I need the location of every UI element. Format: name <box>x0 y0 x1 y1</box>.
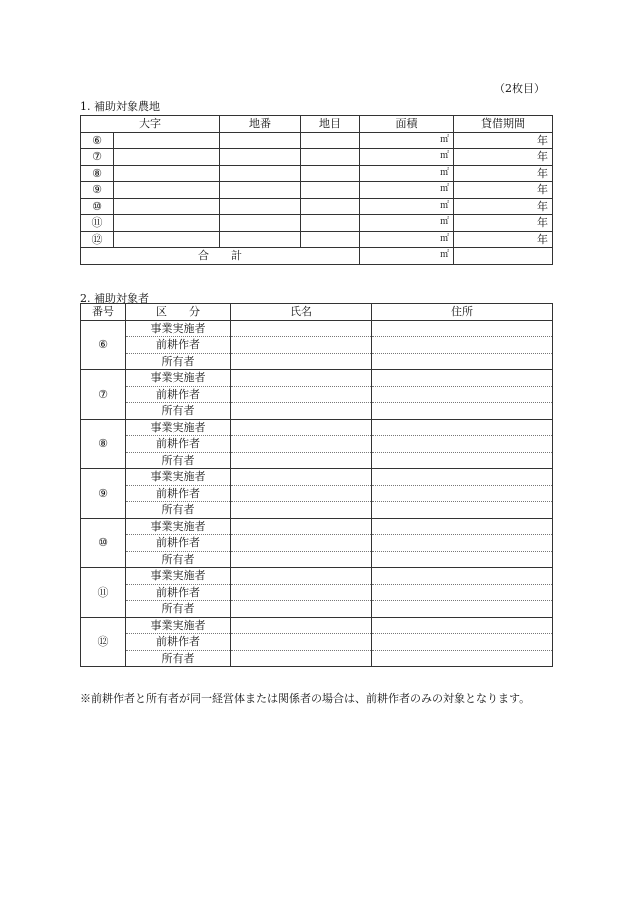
role-label: 事業実施者 <box>126 469 231 486</box>
section2-title: 2. 補助対象者 <box>80 292 149 305</box>
chimoku-cell[interactable] <box>301 198 360 215</box>
chimoku-cell[interactable] <box>301 231 360 248</box>
role-label: 所有者 <box>126 452 231 469</box>
address-cell[interactable] <box>372 353 553 370</box>
role-label: 前耕作者 <box>126 436 231 453</box>
name-cell[interactable] <box>231 370 372 387</box>
oaza-cell[interactable] <box>114 215 220 232</box>
name-cell[interactable] <box>231 337 372 354</box>
row-number: ⑥ <box>81 132 114 149</box>
header-shimei: 氏名 <box>231 304 372 321</box>
chimoku-cell[interactable] <box>301 165 360 182</box>
address-cell[interactable] <box>372 469 553 486</box>
role-label: 事業実施者 <box>126 568 231 585</box>
role-label: 所有者 <box>126 502 231 519</box>
table-row <box>81 182 553 199</box>
group-number: ⑫ <box>81 617 126 667</box>
address-cell[interactable] <box>372 370 553 387</box>
header-oaza: 大字 <box>81 116 220 133</box>
role-label: 事業実施者 <box>126 320 231 337</box>
role-label: 所有者 <box>126 551 231 568</box>
name-cell[interactable] <box>231 584 372 601</box>
area-cell[interactable]: ㎡ <box>360 132 454 149</box>
page-label: （2枚目） <box>494 82 545 95</box>
name-cell[interactable] <box>231 568 372 585</box>
role-label: 前耕作者 <box>126 485 231 502</box>
role-label: 所有者 <box>126 601 231 618</box>
role-label: 前耕作者 <box>126 584 231 601</box>
address-cell[interactable] <box>372 386 553 403</box>
table-row <box>81 419 553 436</box>
table-row <box>81 436 553 453</box>
header-bango: 番号 <box>81 304 126 321</box>
chiban-cell[interactable] <box>220 198 301 215</box>
table-row <box>81 568 553 585</box>
total-row <box>81 248 553 265</box>
address-cell[interactable] <box>372 568 553 585</box>
table-row <box>81 386 553 403</box>
header-menseki: 面積 <box>360 116 454 133</box>
subsidy-recipient-table <box>80 303 553 667</box>
table-row <box>81 132 553 149</box>
lease-period-cell[interactable]: 年 <box>454 198 553 215</box>
oaza-cell[interactable] <box>114 198 220 215</box>
chiban-cell[interactable] <box>220 132 301 149</box>
group-number: ⑩ <box>81 518 126 568</box>
table-row <box>81 149 553 166</box>
oaza-cell[interactable] <box>114 182 220 199</box>
address-cell[interactable] <box>372 485 553 502</box>
total-area-unit: ㎡ <box>360 248 454 265</box>
table-row <box>81 370 553 387</box>
role-label: 事業実施者 <box>126 370 231 387</box>
chiban-cell[interactable] <box>220 231 301 248</box>
name-cell[interactable] <box>231 650 372 667</box>
name-cell[interactable] <box>231 601 372 618</box>
role-label: 所有者 <box>126 403 231 420</box>
name-cell[interactable] <box>231 386 372 403</box>
table-row <box>81 403 553 420</box>
address-cell[interactable] <box>372 419 553 436</box>
name-cell[interactable] <box>231 320 372 337</box>
area-cell[interactable]: ㎡ <box>360 149 454 166</box>
chimoku-cell[interactable] <box>301 182 360 199</box>
table-row <box>81 485 553 502</box>
table-row <box>81 551 553 568</box>
row-number: ⑦ <box>81 149 114 166</box>
lease-period-cell[interactable]: 年 <box>454 231 553 248</box>
area-cell[interactable]: ㎡ <box>360 165 454 182</box>
name-cell[interactable] <box>231 419 372 436</box>
oaza-cell[interactable] <box>114 231 220 248</box>
table-row <box>81 320 553 337</box>
area-cell[interactable]: ㎡ <box>360 215 454 232</box>
lease-period-cell[interactable]: 年 <box>454 215 553 232</box>
name-cell[interactable] <box>231 502 372 519</box>
table-row <box>81 165 553 182</box>
lease-period-cell[interactable]: 年 <box>454 132 553 149</box>
table-row <box>81 601 553 618</box>
total-label: 合 計 <box>81 248 360 265</box>
chimoku-cell[interactable] <box>301 132 360 149</box>
chiban-cell[interactable] <box>220 215 301 232</box>
total-period-cell <box>454 248 553 265</box>
header-taishaku-kikan: 貸借期間 <box>454 116 553 133</box>
address-cell[interactable] <box>372 650 553 667</box>
lease-period-cell[interactable]: 年 <box>454 149 553 166</box>
chiban-cell[interactable] <box>220 165 301 182</box>
address-cell[interactable] <box>372 551 553 568</box>
table-row <box>81 353 553 370</box>
role-label: 前耕作者 <box>126 535 231 552</box>
table-row <box>81 617 553 634</box>
name-cell[interactable] <box>231 403 372 420</box>
subsidy-farmland-table <box>80 115 553 265</box>
table-header-row <box>81 304 553 321</box>
name-cell[interactable] <box>231 518 372 535</box>
row-number: ⑫ <box>81 231 114 248</box>
header-chiban: 地番 <box>220 116 301 133</box>
header-jusho: 住所 <box>372 304 553 321</box>
role-label: 前耕作者 <box>126 386 231 403</box>
table-row <box>81 584 553 601</box>
group-number: ⑨ <box>81 469 126 519</box>
name-cell[interactable] <box>231 436 372 453</box>
group-number: ⑦ <box>81 370 126 420</box>
header-chimoku: 地目 <box>301 116 360 133</box>
row-number: ⑩ <box>81 198 114 215</box>
footnote: ※前耕作者と所有者が同一経営体または関係者の場合は、前耕作者のみの対象となります。 <box>80 692 531 705</box>
table-row <box>81 634 553 651</box>
row-number: ⑨ <box>81 182 114 199</box>
name-cell[interactable] <box>231 551 372 568</box>
table-header-row <box>81 116 553 133</box>
address-cell[interactable] <box>372 584 553 601</box>
table-row <box>81 452 553 469</box>
chiban-cell[interactable] <box>220 149 301 166</box>
address-cell[interactable] <box>372 518 553 535</box>
address-cell[interactable] <box>372 601 553 618</box>
role-label: 前耕作者 <box>126 337 231 354</box>
table-row <box>81 518 553 535</box>
table-row <box>81 337 553 354</box>
role-label: 所有者 <box>126 650 231 667</box>
name-cell[interactable] <box>231 634 372 651</box>
role-label: 事業実施者 <box>126 518 231 535</box>
role-label: 所有者 <box>126 353 231 370</box>
address-cell[interactable] <box>372 535 553 552</box>
name-cell[interactable] <box>231 485 372 502</box>
address-cell[interactable] <box>372 617 553 634</box>
role-label: 事業実施者 <box>126 419 231 436</box>
lease-period-cell[interactable]: 年 <box>454 182 553 199</box>
address-cell[interactable] <box>372 320 553 337</box>
table-row <box>81 231 553 248</box>
address-cell[interactable] <box>372 452 553 469</box>
address-cell[interactable] <box>372 634 553 651</box>
area-cell[interactable]: ㎡ <box>360 198 454 215</box>
address-cell[interactable] <box>372 436 553 453</box>
chimoku-cell[interactable] <box>301 215 360 232</box>
row-number: ⑧ <box>81 165 114 182</box>
group-number: ⑧ <box>81 419 126 469</box>
oaza-cell[interactable] <box>114 149 220 166</box>
address-cell[interactable] <box>372 403 553 420</box>
name-cell[interactable] <box>231 452 372 469</box>
area-cell[interactable]: ㎡ <box>360 182 454 199</box>
role-label: 事業実施者 <box>126 617 231 634</box>
group-number: ⑪ <box>81 568 126 618</box>
table-row <box>81 535 553 552</box>
name-cell[interactable] <box>231 469 372 486</box>
address-cell[interactable] <box>372 502 553 519</box>
table-row <box>81 198 553 215</box>
table-row <box>81 469 553 486</box>
name-cell[interactable] <box>231 353 372 370</box>
table-row <box>81 650 553 667</box>
group-number: ⑥ <box>81 320 126 370</box>
row-number: ⑪ <box>81 215 114 232</box>
name-cell[interactable] <box>231 535 372 552</box>
chiban-cell[interactable] <box>220 182 301 199</box>
oaza-cell[interactable] <box>114 132 220 149</box>
section1-title: 1. 補助対象農地 <box>80 100 160 113</box>
table-row <box>81 502 553 519</box>
address-cell[interactable] <box>372 337 553 354</box>
oaza-cell[interactable] <box>114 165 220 182</box>
chimoku-cell[interactable] <box>301 149 360 166</box>
lease-period-cell[interactable]: 年 <box>454 165 553 182</box>
table-row <box>81 215 553 232</box>
header-kubun: 区 分 <box>126 304 231 321</box>
name-cell[interactable] <box>231 617 372 634</box>
area-cell[interactable]: ㎡ <box>360 231 454 248</box>
role-label: 前耕作者 <box>126 634 231 651</box>
